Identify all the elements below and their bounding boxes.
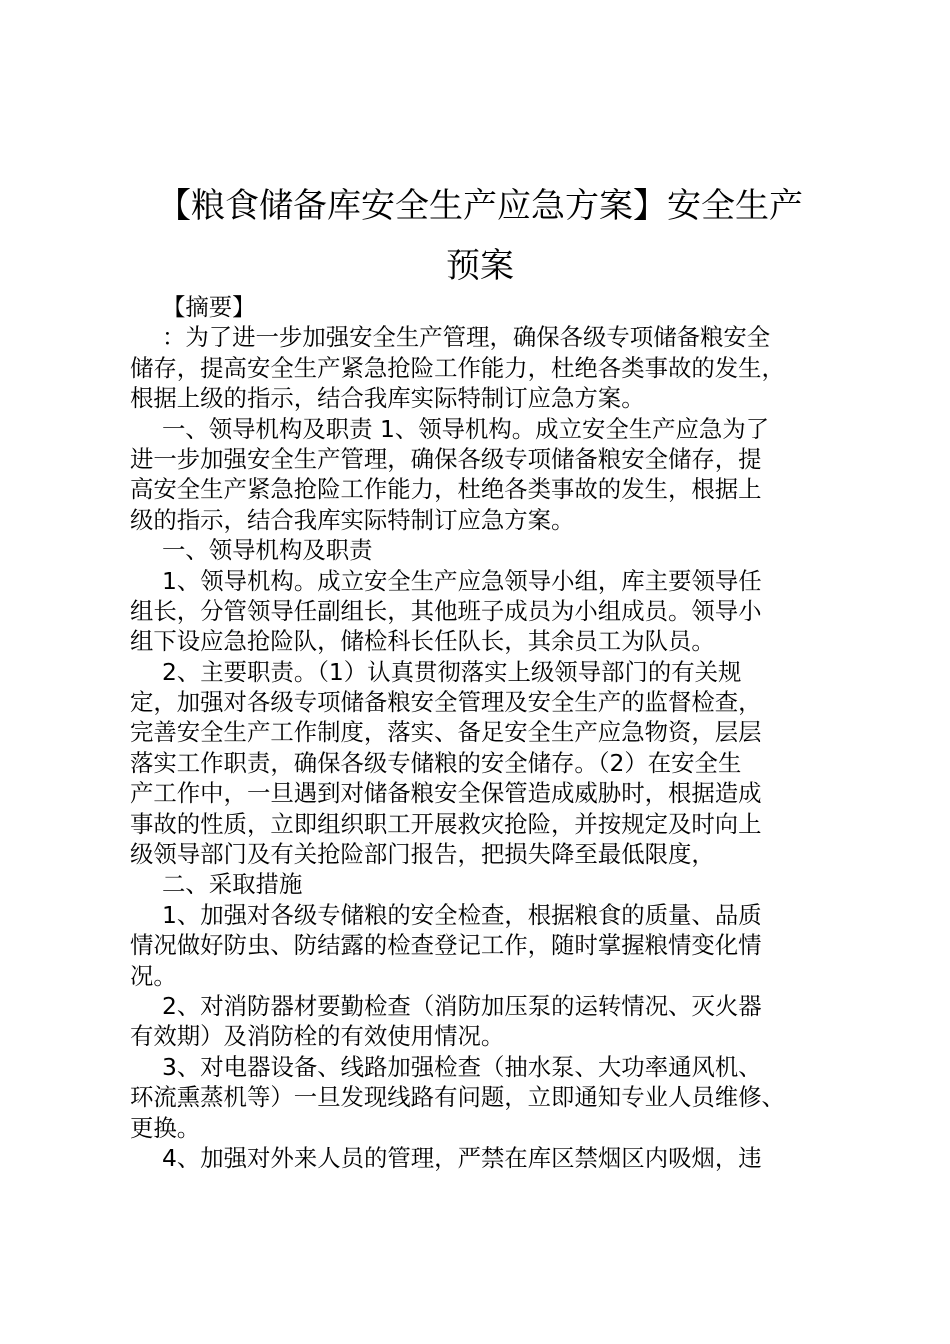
text-line: 环流熏蒸机等）一旦发现线路有问题，立即通知专业人员维修、 bbox=[130, 1083, 785, 1112]
text-line: 2、对消防器材要勤检查（消防加压泵的运转情况、灭火器 bbox=[162, 991, 762, 1020]
text-line: 事故的性质，立即组织职工开展救灾抢险，并按规定及时向上 bbox=[130, 809, 762, 838]
text-line: 产工作中，一旦遇到对储备粮安全保管造成威胁时，根据造成 bbox=[130, 779, 762, 808]
document-title-line-1: 【粮食储备库安全生产应急方案】安全生产 bbox=[157, 186, 803, 226]
text-line: 进一步加强安全生产管理，确保各级专项储备粮安全储存，提 bbox=[130, 444, 762, 473]
text-line: 1、领导机构。成立安全生产应急领导小组，库主要领导任 bbox=[162, 566, 762, 595]
document-body bbox=[130, 292, 830, 1173]
text-line: 级领导部门及有关抢险部门报告，把损失降至最低限度， bbox=[130, 840, 715, 869]
text-line: 组下设应急抢险队，储检科长任队长，其余员工为队员。 bbox=[130, 627, 715, 656]
text-line: 定，加强对各级专项储备粮安全管理及安全生产的监督检查， bbox=[130, 688, 762, 717]
text-line: 级的指示，结合我库实际特制订应急方案。 bbox=[130, 505, 575, 534]
text-line: 1、加强对各级专储粮的安全检查，根据粮食的质量、品质 bbox=[162, 900, 762, 929]
text-line: 完善安全生产工作制度，落实、备足安全生产应急物资，层层 bbox=[130, 718, 762, 747]
text-line: 3、对电器设备、线路加强检查（抽水泵、大功率通风机、 bbox=[162, 1052, 762, 1081]
text-line: ：为了进一步加强安全生产管理，确保各级专项储备粮安全 bbox=[162, 323, 771, 352]
text-line: 更换。 bbox=[130, 1113, 201, 1142]
text-line: 组长，分管领导任副组长，其他班子成员为小组成员。领导小 bbox=[130, 596, 762, 625]
text-line: 高安全生产紧急抢险工作能力，杜绝各类事故的发生，根据上 bbox=[130, 475, 762, 504]
text-line: 二、采取措施 bbox=[162, 870, 303, 899]
text-line: 根据上级的指示，结合我库实际特制订应急方案。 bbox=[130, 384, 645, 413]
text-line: 落实工作职责，确保各级专储粮的安全储存。（2）在安全生 bbox=[130, 748, 742, 777]
text-line: 情况做好防虫、防结露的检查登记工作，随时掌握粮情变化情 bbox=[130, 931, 762, 960]
text-line: 一、领导机构及职责 1、领导机构。成立安全生产应急为了 bbox=[162, 414, 770, 443]
text-line: 4、加强对外来人员的管理，严禁在库区禁烟区内吸烟，违 bbox=[162, 1143, 762, 1172]
text-line: 一、领导机构及职责 bbox=[162, 536, 373, 565]
text-line: 【摘要】 bbox=[162, 293, 256, 321]
text-line: 有效期）及消防栓的有效使用情况。 bbox=[130, 1022, 505, 1051]
text-line: 储存，提高安全生产紧急抢险工作能力，杜绝各类事故的发生， bbox=[130, 353, 785, 382]
document-title-line-2: 预案 bbox=[446, 246, 514, 286]
text-line: 况。 bbox=[130, 961, 177, 990]
text-line: 2、主要职责。（1）认真贯彻落实上级领导部门的有关规 bbox=[162, 657, 742, 686]
